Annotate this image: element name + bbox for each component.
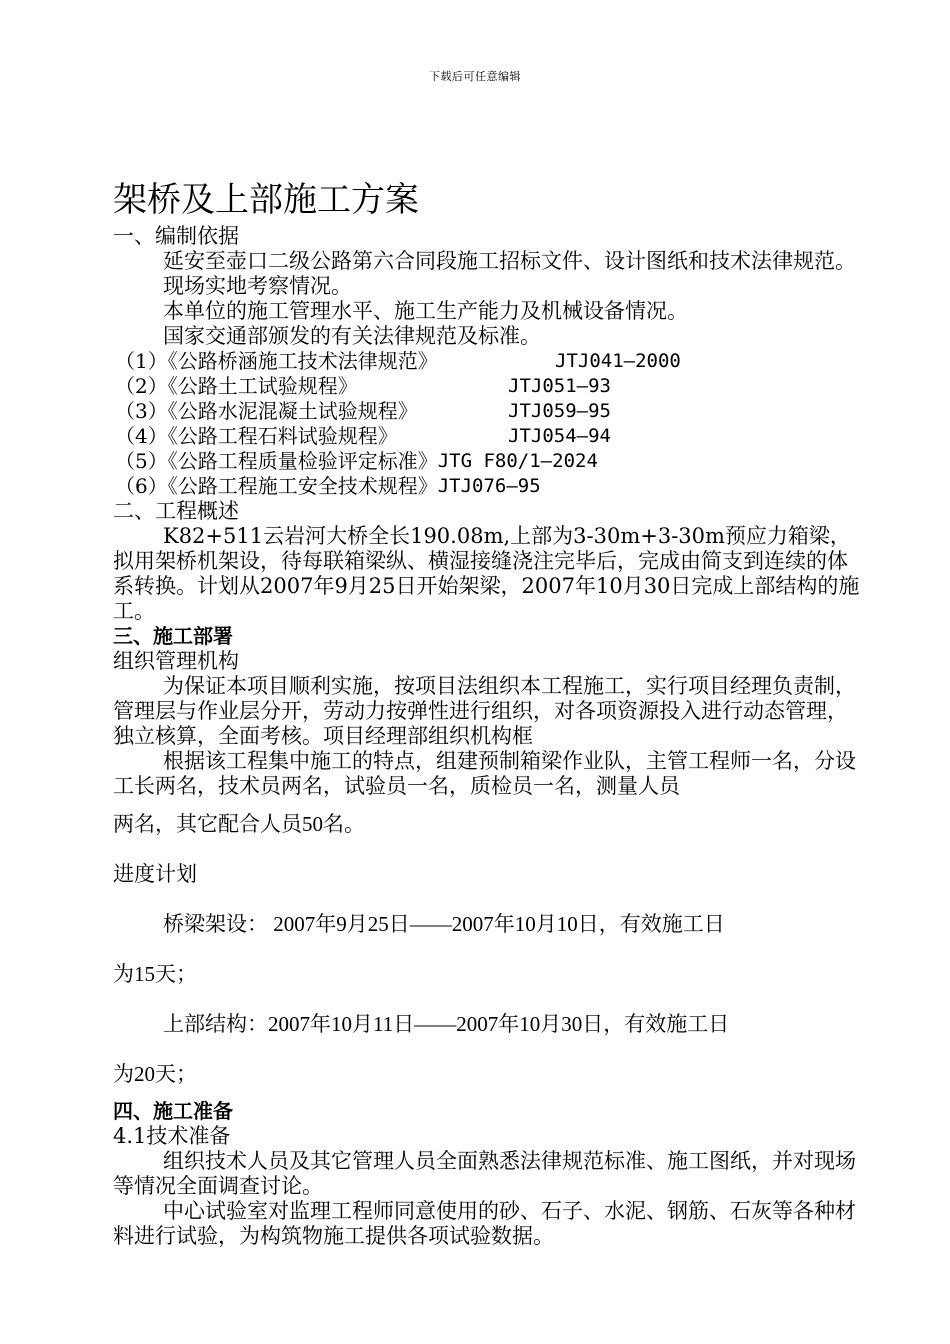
paragraph: 中心试验室对监理工程师同意使用的砂、石子、水泥、钢筋、石灰等各种材料进行试验，为构筑物施工提供各项试验数据。 bbox=[113, 1199, 856, 1248]
page-title: 架桥及上部施工方案 bbox=[113, 180, 419, 220]
document-body bbox=[113, 178, 863, 1249]
reference-name: （2）《公路土工试验规程》 bbox=[115, 374, 358, 398]
reference-item bbox=[115, 374, 863, 399]
paragraph: 国家交通部颁发的有关法律规范及标准。 bbox=[163, 324, 541, 348]
reference-code: JTJ076—95 bbox=[437, 475, 541, 497]
reference-item bbox=[115, 424, 863, 449]
reference-name: （3）《公路水泥混凝土试验规程》 bbox=[115, 399, 418, 423]
reference-name: （4）《公路工程石料试验规程》 bbox=[115, 424, 398, 448]
subsection-heading: 进度计划 bbox=[113, 862, 197, 886]
paragraph: K82+511云岩河大桥全长190.08m,上部为3-30m+3-30m预应力箱梁，拟用架桥机架设，待每联箱梁纵、横湿接缝浇注完毕后，完成由简支到连续的体系转换。计划从2007年9月25日开始架梁，2007年10月30日完成上部结构的施工。 bbox=[113, 524, 860, 623]
schedule-line: 为20天； bbox=[113, 1062, 197, 1086]
subsection-heading: 4.1技术准备 bbox=[113, 1124, 231, 1148]
reference-item bbox=[115, 474, 863, 499]
reference-code: JTJ059—95 bbox=[508, 400, 611, 422]
reference-item bbox=[115, 399, 863, 424]
schedule-line: 上部结构：2007年10月11日——2007年10月30日，有效施工日 bbox=[163, 1012, 730, 1036]
section-3-heading: 三、施工部署 bbox=[113, 624, 233, 648]
paragraph: 现场实地考察情况。 bbox=[163, 274, 352, 298]
reference-name: （1）《公路桥涵施工技术法律规范》 bbox=[115, 349, 438, 373]
paragraph: 延安至壶口二级公路第六合同段施工招标文件、设计图纸和技术法律规范。 bbox=[163, 249, 856, 273]
paragraph: 两名，其它配合人员50名。 bbox=[113, 812, 365, 836]
section-1-heading: 一、编制依据 bbox=[113, 224, 239, 248]
paragraph: 为保证本项目顺利实施，按项目法组织本工程施工，实行项目经理负责制，管理层与作业层分开，劳动力按弹性进行组织，对各项资源投入进行动态管理，独立核算，全面考核。项目经理部组织机构框 bbox=[113, 674, 856, 748]
reference-code: JTG F80/1—2024 bbox=[437, 450, 598, 472]
paragraph: 组织技术人员及其它管理人员全面熟悉法律规范标准、施工图纸，并对现场等情况全面调查讨论。 bbox=[113, 1149, 856, 1198]
section-2-heading: 二、工程概述 bbox=[113, 499, 239, 523]
reference-code: JTJ051—93 bbox=[508, 375, 611, 397]
reference-name: （5）《公路工程质量检验评定标准》 bbox=[115, 449, 438, 473]
reference-item bbox=[115, 349, 863, 374]
page-header: 下载后可任意编辑 bbox=[429, 70, 521, 83]
reference-item bbox=[115, 449, 863, 474]
section-4-heading: 四、施工准备 bbox=[113, 1099, 233, 1123]
schedule-line: 桥梁架设： 2007年9月25日——2007年10月10日，有效施工日 bbox=[163, 912, 725, 936]
paragraph: 本单位的施工管理水平、施工生产能力及机械设备情况。 bbox=[163, 299, 688, 323]
paragraph: 根据该工程集中施工的特点，组建预制箱梁作业队，主管工程师一名，分设工长两名，技术员两名，试验员一名，质检员一名，测量人员 bbox=[113, 749, 856, 798]
reference-code: JTJ054—94 bbox=[508, 425, 611, 447]
reference-code: JTJ041—2000 bbox=[555, 350, 681, 372]
schedule-line: 为15天； bbox=[113, 962, 197, 986]
subsection-heading: 组织管理机构 bbox=[113, 649, 239, 673]
reference-name: （6）《公路工程施工安全技术规程》 bbox=[115, 474, 438, 498]
